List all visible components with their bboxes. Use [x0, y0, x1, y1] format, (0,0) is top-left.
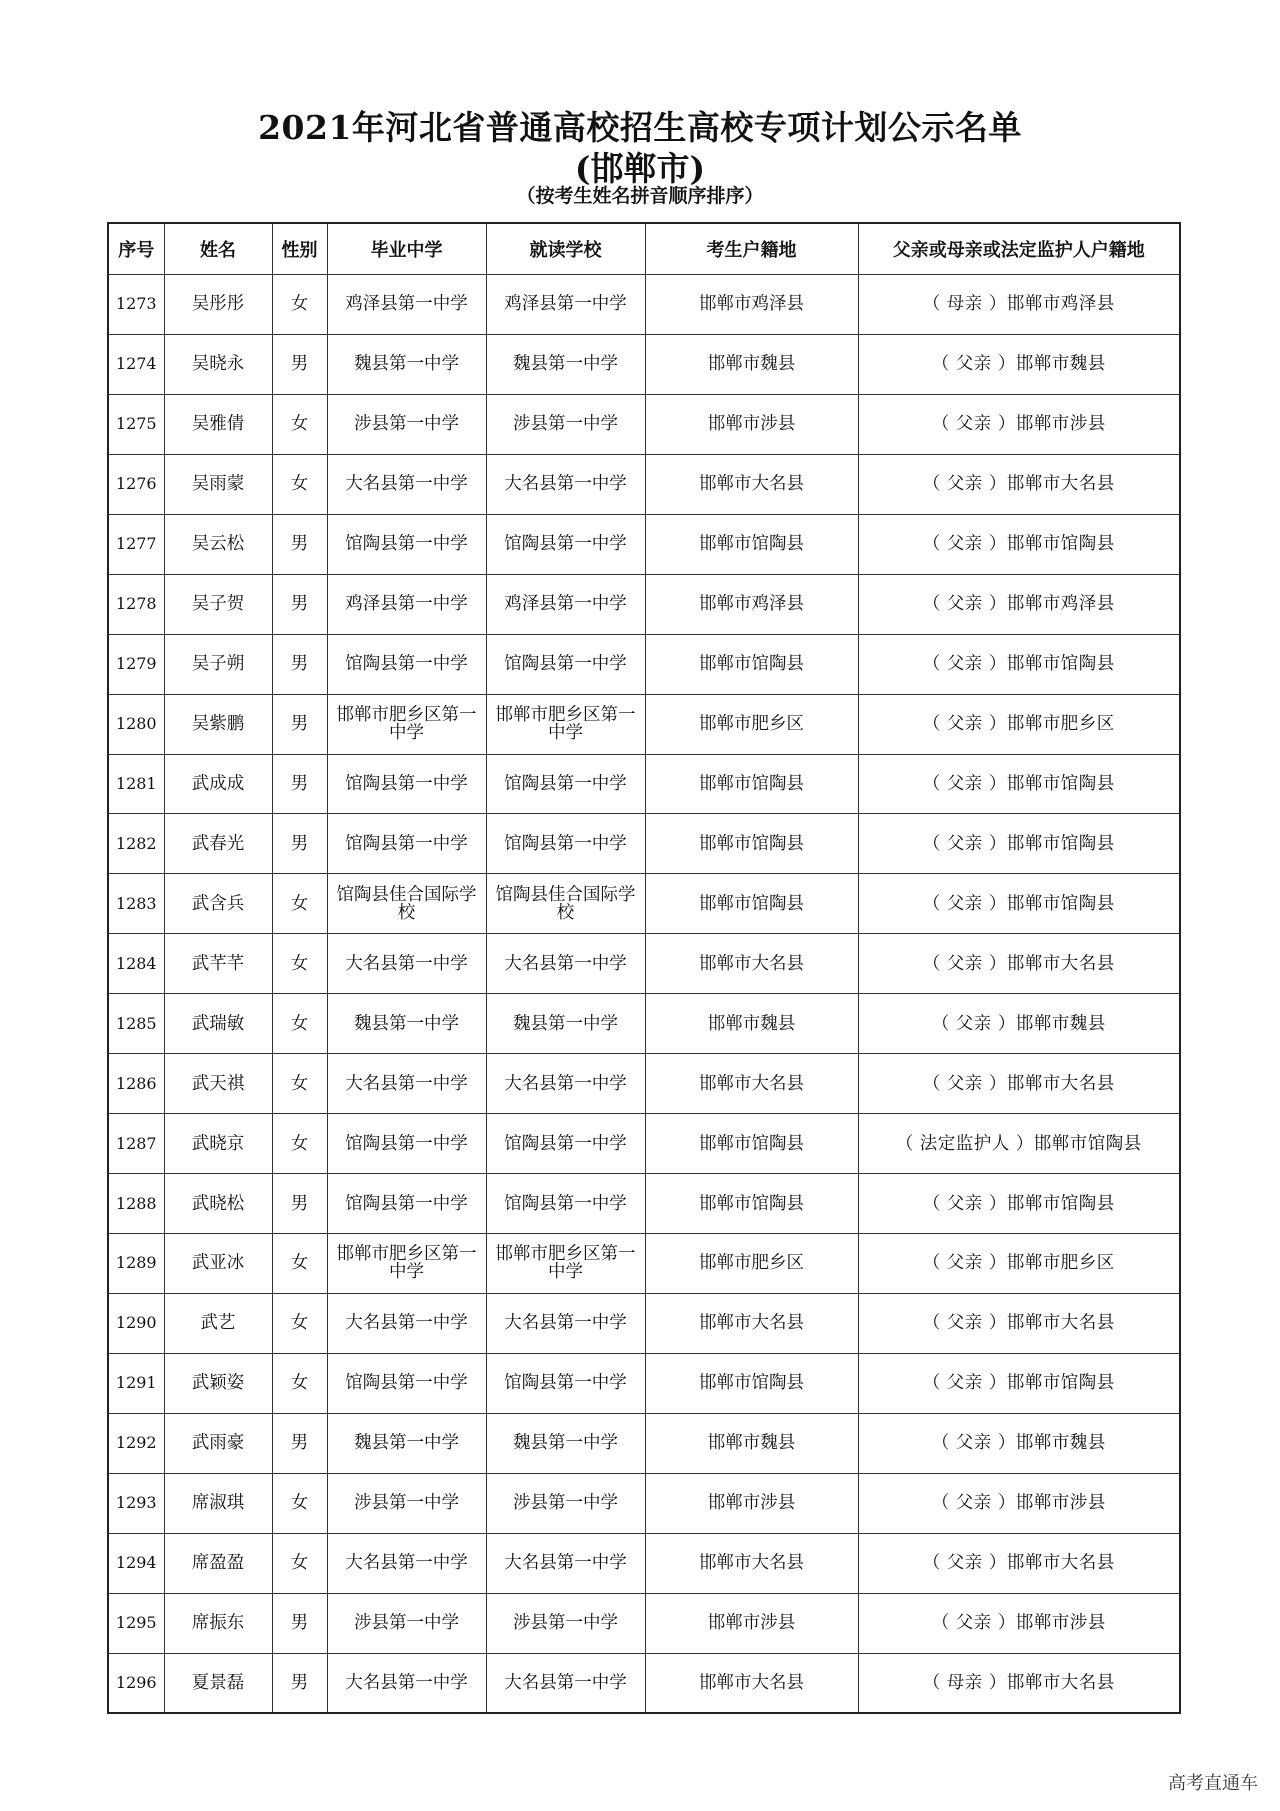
cell-student-residence: 邯郸市馆陶县: [645, 754, 858, 814]
cell-student-residence: 邯郸市涉县: [645, 1473, 858, 1533]
col-header-gender: 性别: [272, 223, 327, 275]
cell-graduated-school: 鸡泽县第一中学: [327, 574, 486, 634]
cell-current-school: 涉县第一中学: [486, 1593, 645, 1653]
cell-current-school: 涉县第一中学: [486, 1473, 645, 1533]
cell-gender: 女: [272, 1114, 327, 1174]
cell-graduated-school: 馆陶县第一中学: [327, 634, 486, 694]
cell-index: 1276: [108, 454, 164, 514]
cell-index: 1277: [108, 514, 164, 574]
cell-student-residence: 邯郸市馆陶县: [645, 874, 858, 934]
cell-name: 吴雨蒙: [164, 454, 272, 514]
table-row: [108, 1174, 1180, 1234]
cell-student-residence: 邯郸市涉县: [645, 1593, 858, 1653]
cell-current-school: 馆陶县第一中学: [486, 1114, 645, 1174]
cell-index: 1280: [108, 694, 164, 754]
table-row: [108, 1653, 1180, 1713]
cell-graduated-school: 大名县第一中学: [327, 934, 486, 994]
cell-student-residence: 邯郸市馆陶县: [645, 1353, 858, 1413]
table-row: [108, 814, 1180, 874]
cell-name: 武晓松: [164, 1174, 272, 1234]
cell-parent-residence: （ 父亲 ）邯郸市大名县: [858, 1533, 1180, 1593]
cell-parent-residence: （ 父亲 ）邯郸市馆陶县: [858, 814, 1180, 874]
cell-current-school: 大名县第一中学: [486, 934, 645, 994]
cell-name: 吴云松: [164, 514, 272, 574]
cell-parent-residence: （ 父亲 ）邯郸市大名县: [858, 1293, 1180, 1353]
cell-parent-residence: （ 父亲 ）邯郸市大名县: [858, 454, 1180, 514]
cell-name: 武颖姿: [164, 1353, 272, 1413]
table-row: [108, 1413, 1180, 1473]
cell-gender: 女: [272, 454, 327, 514]
cell-graduated-school: 大名县第一中学: [327, 1533, 486, 1593]
table-row: [108, 1533, 1180, 1593]
cell-index: 1278: [108, 574, 164, 634]
cell-name: 武瑞敏: [164, 994, 272, 1054]
table-row: [108, 454, 1180, 514]
cell-student-residence: 邯郸市大名县: [645, 1293, 858, 1353]
cell-student-residence: 邯郸市馆陶县: [645, 634, 858, 694]
cell-index: 1274: [108, 334, 164, 394]
cell-gender: 男: [272, 574, 327, 634]
cell-graduated-school: 鸡泽县第一中学: [327, 275, 486, 335]
cell-graduated-school: 馆陶县第一中学: [327, 754, 486, 814]
cell-name: 武春光: [164, 814, 272, 874]
cell-gender: 女: [272, 994, 327, 1054]
cell-name: 吴子贺: [164, 574, 272, 634]
cell-name: 席淑琪: [164, 1473, 272, 1533]
cell-index: 1287: [108, 1114, 164, 1174]
cell-parent-residence: （ 父亲 ）邯郸市魏县: [858, 1413, 1180, 1473]
table-row: [108, 934, 1180, 994]
cell-graduated-school: 大名县第一中学: [327, 1653, 486, 1713]
table-row: [108, 874, 1180, 934]
cell-parent-residence: （ 父亲 ）邯郸市魏县: [858, 994, 1180, 1054]
cell-current-school: 大名县第一中学: [486, 1293, 645, 1353]
cell-current-school: 馆陶县第一中学: [486, 514, 645, 574]
cell-index: 1275: [108, 394, 164, 454]
cell-current-school: 馆陶县第一中学: [486, 814, 645, 874]
header-row: [108, 223, 1180, 275]
cell-parent-residence: （ 父亲 ）邯郸市肥乡区: [858, 1234, 1180, 1294]
cell-current-school: 涉县第一中学: [486, 394, 645, 454]
cell-gender: 男: [272, 1174, 327, 1234]
cell-gender: 女: [272, 1293, 327, 1353]
cell-current-school: 大名县第一中学: [486, 454, 645, 514]
cell-name: 席盈盈: [164, 1533, 272, 1593]
page-subtitle: (邯郸市): [574, 149, 706, 188]
cell-student-residence: 邯郸市鸡泽县: [645, 275, 858, 335]
cell-index: 1285: [108, 994, 164, 1054]
cell-graduated-school: 馆陶县第一中学: [327, 1174, 486, 1234]
cell-name: 武天祺: [164, 1054, 272, 1114]
cell-name: 武亚冰: [164, 1234, 272, 1294]
cell-parent-residence: （ 法定监护人 ）邯郸市馆陶县: [858, 1114, 1180, 1174]
cell-graduated-school: 大名县第一中学: [327, 454, 486, 514]
cell-name: 席振东: [164, 1593, 272, 1653]
cell-gender: 女: [272, 1054, 327, 1114]
cell-gender: 男: [272, 514, 327, 574]
cell-graduated-school: 涉县第一中学: [327, 394, 486, 454]
cell-name: 吴彤彤: [164, 275, 272, 335]
cell-name: 夏景磊: [164, 1653, 272, 1713]
cell-index: 1283: [108, 874, 164, 934]
cell-gender: 男: [272, 1653, 327, 1713]
cell-index: 1294: [108, 1533, 164, 1593]
cell-parent-residence: （ 父亲 ）邯郸市馆陶县: [858, 634, 1180, 694]
cell-student-residence: 邯郸市大名县: [645, 454, 858, 514]
cell-name: 吴晓永: [164, 334, 272, 394]
cell-name: 吴雅倩: [164, 394, 272, 454]
cell-index: 1286: [108, 1054, 164, 1114]
cell-parent-residence: （ 父亲 ）邯郸市涉县: [858, 394, 1180, 454]
table-row: [108, 694, 1180, 754]
cell-parent-residence: （ 父亲 ）邯郸市涉县: [858, 1473, 1180, 1533]
table-row: [108, 514, 1180, 574]
cell-current-school: 鸡泽县第一中学: [486, 574, 645, 634]
cell-graduated-school: 魏县第一中学: [327, 1413, 486, 1473]
cell-index: 1288: [108, 1174, 164, 1234]
table-row: [108, 275, 1180, 335]
cell-current-school: 大名县第一中学: [486, 1653, 645, 1713]
cell-gender: 男: [272, 814, 327, 874]
cell-index: 1279: [108, 634, 164, 694]
table-row: [108, 754, 1180, 814]
cell-current-school: 馆陶县第一中学: [486, 1174, 645, 1234]
cell-student-residence: 邯郸市魏县: [645, 1413, 858, 1473]
cell-parent-residence: （ 父亲 ）邯郸市馆陶县: [858, 874, 1180, 934]
cell-parent-residence: （ 父亲 ）邯郸市馆陶县: [858, 754, 1180, 814]
cell-gender: 女: [272, 1234, 327, 1294]
table-row: [108, 634, 1180, 694]
table-row: [108, 394, 1180, 454]
cell-current-school: 魏县第一中学: [486, 334, 645, 394]
cell-student-residence: 邯郸市馆陶县: [645, 514, 858, 574]
cell-name: 吴紫鹏: [164, 694, 272, 754]
cell-graduated-school: 馆陶县第一中学: [327, 814, 486, 874]
cell-name: 武成成: [164, 754, 272, 814]
cell-student-residence: 邯郸市馆陶县: [645, 814, 858, 874]
table-row: [108, 1054, 1180, 1114]
cell-parent-residence: （ 父亲 ）邯郸市馆陶县: [858, 1174, 1180, 1234]
cell-current-school: 魏县第一中学: [486, 1413, 645, 1473]
cell-graduated-school: 魏县第一中学: [327, 994, 486, 1054]
cell-graduated-school: 大名县第一中学: [327, 1054, 486, 1114]
col-header-index: 序号: [108, 223, 164, 275]
cell-name: 武晓京: [164, 1114, 272, 1174]
cell-name: 吴子朔: [164, 634, 272, 694]
sort-note: （按考生姓名拼音顺序排序）: [516, 185, 764, 207]
cell-current-school: 馆陶县第一中学: [486, 1353, 645, 1413]
cell-gender: 女: [272, 275, 327, 335]
cell-gender: 男: [272, 334, 327, 394]
cell-gender: 男: [272, 754, 327, 814]
cell-student-residence: 邯郸市大名县: [645, 934, 858, 994]
roster-table: [107, 222, 1181, 1714]
cell-gender: 女: [272, 1353, 327, 1413]
table-row: [108, 574, 1180, 634]
cell-index: 1290: [108, 1293, 164, 1353]
cell-current-school: 魏县第一中学: [486, 994, 645, 1054]
page-title: 2021年河北省普通高校招生高校专项计划公示名单: [258, 108, 1022, 147]
table-row: [108, 334, 1180, 394]
cell-graduated-school: 馆陶县第一中学: [327, 1114, 486, 1174]
cell-current-school: 馆陶县第一中学: [486, 634, 645, 694]
cell-student-residence: 邯郸市馆陶县: [645, 1114, 858, 1174]
cell-student-residence: 邯郸市肥乡区: [645, 694, 858, 754]
cell-student-residence: 邯郸市涉县: [645, 394, 858, 454]
cell-parent-residence: （ 父亲 ）邯郸市馆陶县: [858, 1353, 1180, 1413]
col-header-name: 姓名: [164, 223, 272, 275]
cell-parent-residence: （ 父亲 ）邯郸市肥乡区: [858, 694, 1180, 754]
cell-graduated-school: 涉县第一中学: [327, 1593, 486, 1653]
cell-index: 1292: [108, 1413, 164, 1473]
cell-student-residence: 邯郸市鸡泽县: [645, 574, 858, 634]
cell-index: 1289: [108, 1234, 164, 1294]
cell-name: 武艺: [164, 1293, 272, 1353]
cell-index: 1282: [108, 814, 164, 874]
cell-current-school: 馆陶县佳合国际学校: [486, 874, 645, 934]
col-header-student-residence: 考生户籍地: [645, 223, 858, 275]
cell-graduated-school: 大名县第一中学: [327, 1293, 486, 1353]
cell-index: 1273: [108, 275, 164, 335]
cell-name: 武芊芊: [164, 934, 272, 994]
cell-parent-residence: （ 父亲 ）邯郸市魏县: [858, 334, 1180, 394]
table-row: [108, 1114, 1180, 1174]
cell-gender: 女: [272, 934, 327, 994]
table-row: [108, 1473, 1180, 1533]
cell-student-residence: 邯郸市魏县: [645, 994, 858, 1054]
table-row: [108, 1593, 1180, 1653]
cell-student-residence: 邯郸市大名县: [645, 1054, 858, 1114]
cell-index: 1293: [108, 1473, 164, 1533]
table-row: [108, 1353, 1180, 1413]
cell-parent-residence: （ 父亲 ）邯郸市大名县: [858, 1054, 1180, 1114]
cell-name: 武雨豪: [164, 1413, 272, 1473]
cell-current-school: 邯郸市肥乡区第一中学: [486, 1234, 645, 1294]
cell-current-school: 鸡泽县第一中学: [486, 275, 645, 335]
cell-parent-residence: （ 父亲 ）邯郸市鸡泽县: [858, 574, 1180, 634]
cell-gender: 女: [272, 874, 327, 934]
table-row: [108, 994, 1180, 1054]
col-header-current-school: 就读学校: [486, 223, 645, 275]
table-row: [108, 1234, 1180, 1294]
cell-graduated-school: 魏县第一中学: [327, 334, 486, 394]
cell-index: 1295: [108, 1593, 164, 1653]
cell-gender: 女: [272, 1533, 327, 1593]
cell-current-school: 大名县第一中学: [486, 1054, 645, 1114]
col-header-parent-residence: 父亲或母亲或法定监护人户籍地: [858, 223, 1180, 275]
cell-index: 1281: [108, 754, 164, 814]
cell-parent-residence: （ 父亲 ）邯郸市大名县: [858, 934, 1180, 994]
table-row: [108, 1293, 1180, 1353]
cell-graduated-school: 邯郸市肥乡区第一中学: [327, 1234, 486, 1294]
cell-parent-residence: （ 父亲 ）邯郸市馆陶县: [858, 514, 1180, 574]
cell-graduated-school: 邯郸市肥乡区第一中学: [327, 694, 486, 754]
cell-name: 武含兵: [164, 874, 272, 934]
cell-student-residence: 邯郸市魏县: [645, 334, 858, 394]
cell-graduated-school: 馆陶县佳合国际学校: [327, 874, 486, 934]
cell-current-school: 邯郸市肥乡区第一中学: [486, 694, 645, 754]
watermark-text: 高考直通车: [1168, 1773, 1258, 1794]
cell-index: 1296: [108, 1653, 164, 1713]
cell-student-residence: 邯郸市馆陶县: [645, 1174, 858, 1234]
col-header-graduated-school: 毕业中学: [327, 223, 486, 275]
cell-graduated-school: 馆陶县第一中学: [327, 1353, 486, 1413]
cell-graduated-school: 馆陶县第一中学: [327, 514, 486, 574]
cell-index: 1284: [108, 934, 164, 994]
cell-student-residence: 邯郸市大名县: [645, 1653, 858, 1713]
cell-gender: 男: [272, 1593, 327, 1653]
cell-student-residence: 邯郸市肥乡区: [645, 1234, 858, 1294]
cell-current-school: 大名县第一中学: [486, 1533, 645, 1593]
cell-index: 1291: [108, 1353, 164, 1413]
cell-gender: 男: [272, 634, 327, 694]
cell-parent-residence: （ 父亲 ）邯郸市涉县: [858, 1593, 1180, 1653]
cell-gender: 女: [272, 1473, 327, 1533]
cell-gender: 男: [272, 694, 327, 754]
cell-parent-residence: （ 母亲 ）邯郸市鸡泽县: [858, 275, 1180, 335]
cell-graduated-school: 涉县第一中学: [327, 1473, 486, 1533]
cell-current-school: 馆陶县第一中学: [486, 754, 645, 814]
cell-gender: 男: [272, 1413, 327, 1473]
cell-parent-residence: （ 母亲 ）邯郸市大名县: [858, 1653, 1180, 1713]
cell-gender: 女: [272, 394, 327, 454]
cell-student-residence: 邯郸市大名县: [645, 1533, 858, 1593]
